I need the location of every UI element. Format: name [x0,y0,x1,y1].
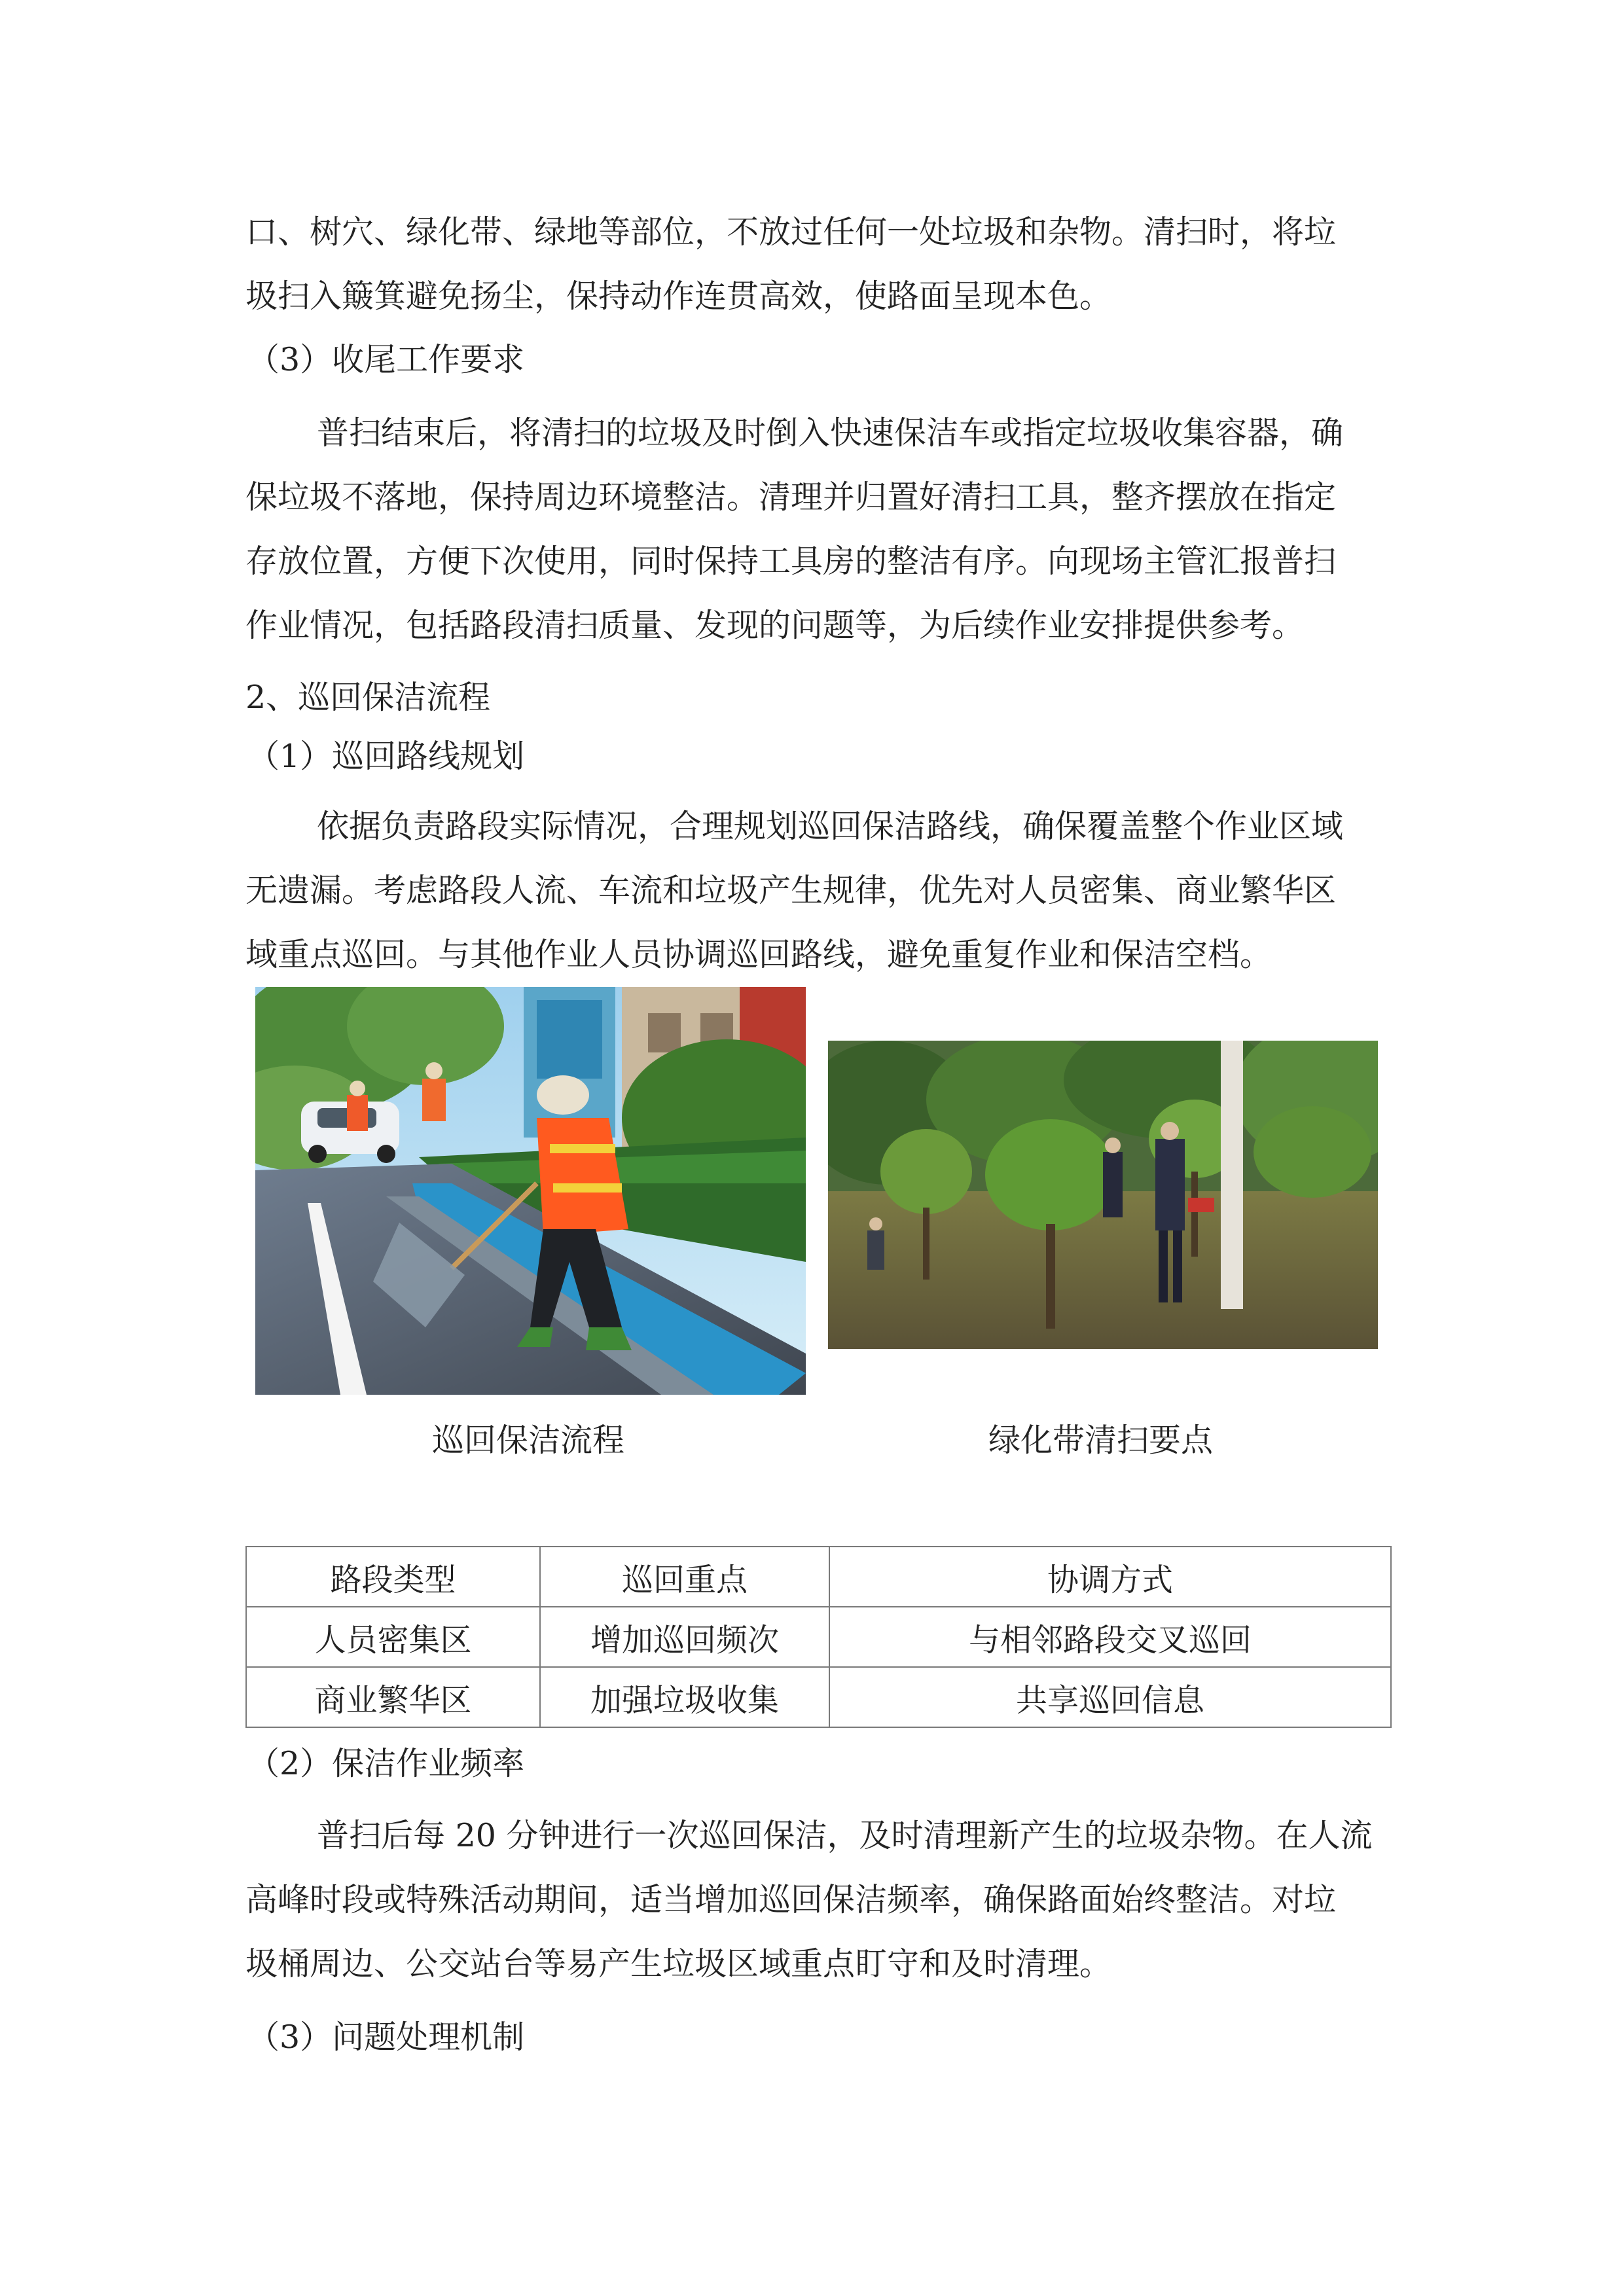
table-cell: 增加巡回频次 [540,1607,829,1667]
paragraph-line: 无遗漏。考虑路段人流、车流和垃圾产生规律，优先对人员密集、商业繁华区 [245,872,1337,909]
subsection-heading-route: （1）巡回路线规划 [247,738,525,775]
table-cell: 加强垃圾收集 [540,1667,829,1727]
paragraph-line: 圾桶周边、公交站台等易产生垃圾区域重点盯守和及时清理。 [245,1945,1112,1982]
subsection-heading-problem: （3）问题处理机制 [247,2018,525,2056]
paragraph-line: 依据负责路段实际情况，合理规划巡回保洁路线，确保覆盖整个作业区域 [317,808,1344,845]
section-heading-closing: （3）收尾工作要求 [247,341,525,378]
table-cell: 共享巡回信息 [829,1667,1391,1727]
street-sweeping-photo [255,987,806,1395]
paragraph-line: 普扫后每 20 分钟进行一次巡回保洁，及时清理新产生的垃圾杂物。在人流 [317,1817,1373,1854]
table-header-cell: 协调方式 [829,1547,1391,1607]
table-header-cell: 路段类型 [246,1547,540,1607]
table-row [246,1667,1391,1727]
table-header-cell: 巡回重点 [540,1547,829,1607]
paragraph-line: 口、树穴、绿化带、绿地等部位，不放过任何一处垃圾和杂物。清扫时，将垃 [245,213,1337,251]
table-cell: 人员密集区 [246,1607,540,1667]
paragraph-line: 高峰时段或特殊活动期间，适当增加巡回保洁频率，确保路面始终整洁。对垃 [245,1881,1337,1918]
paragraph-line: 作业情况，包括路段清扫质量、发现的问题等，为后续作业安排提供参考。 [245,607,1305,644]
paragraph-line: 域重点巡回。与其他作业人员协调巡回路线，避免重复作业和保洁空档。 [245,936,1272,973]
green-belt-photo [828,1041,1378,1349]
paragraph-line: 保垃圾不落地，保持周边环境整洁。清理并归置好清扫工具，整齐摆放在指定 [245,478,1337,516]
patrol-table [245,1546,1392,1728]
table-row [246,1607,1391,1667]
table-header-row [246,1547,1391,1607]
left-figure-caption: 巡回保洁流程 [432,1422,625,1459]
table-cell: 商业繁华区 [246,1667,540,1727]
table-cell: 与相邻路段交叉巡回 [829,1607,1391,1667]
subsection-heading-frequency: （2）保洁作业频率 [247,1745,525,1782]
paragraph-line: 普扫结束后，将清扫的垃圾及时倒入快速保洁车或指定垃圾收集容器，确 [317,414,1344,452]
right-figure-caption: 绿化带清扫要点 [988,1422,1214,1459]
paragraph-line: 圾扫入簸箕避免扬尘，保持动作连贯高效，使路面呈现本色。 [245,278,1112,315]
paragraph-line: 存放位置，方便下次使用，同时保持工具房的整洁有序。向现场主管汇报普扫 [245,543,1337,580]
section-heading-patrol: 2、巡回保洁流程 [245,679,491,716]
